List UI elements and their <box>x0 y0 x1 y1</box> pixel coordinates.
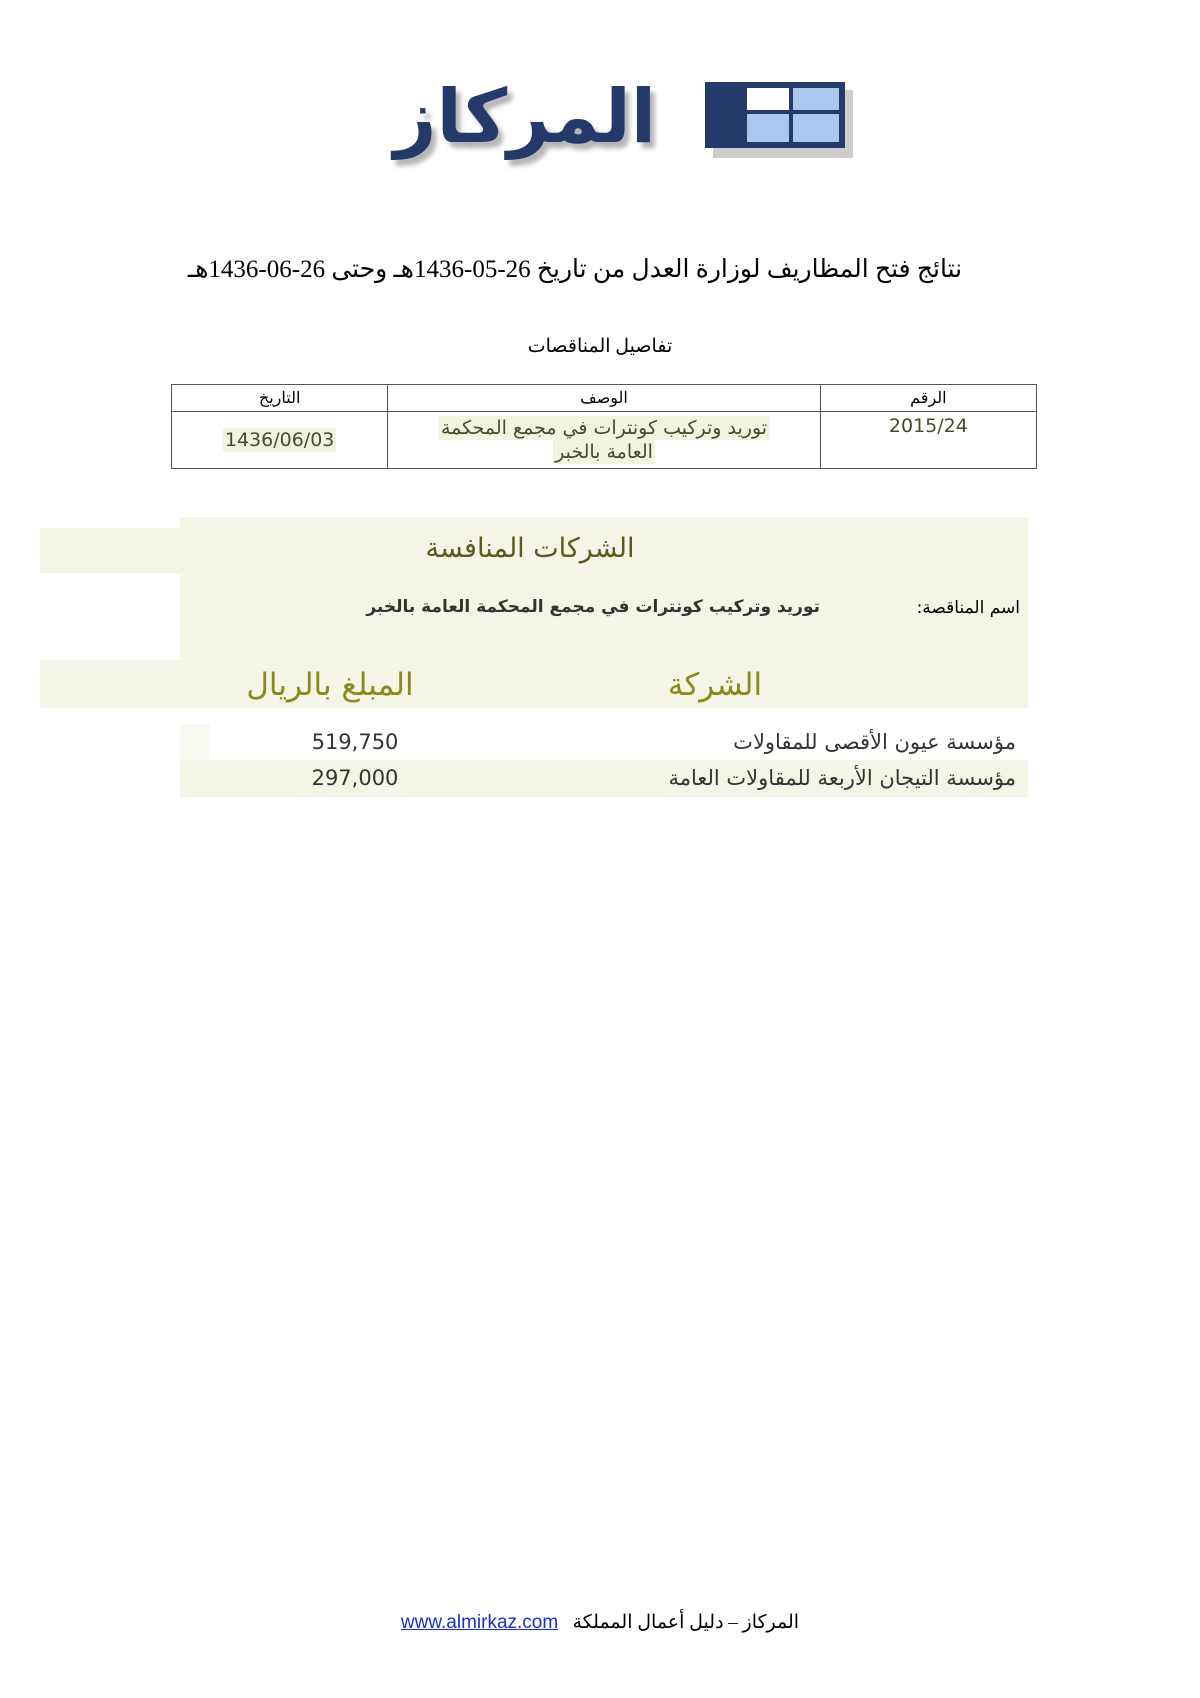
tender-name-label: اسم المناقصة: <box>916 598 1020 618</box>
logo-grid-icon <box>705 82 855 158</box>
page-footer <box>300 1608 900 1638</box>
bid-amount: 519,750 <box>311 730 399 754</box>
table-row <box>172 412 1037 469</box>
header-number: الرقم <box>820 385 1036 412</box>
table-header-row <box>172 385 1037 412</box>
bid-row <box>180 760 1028 797</box>
description-line-1: توريد وتركيب كونترات في مجمع المحكمة <box>440 417 768 439</box>
columns-header-background <box>40 660 1028 708</box>
bid-company: مؤسسة عيون الأقصى للمقاولات <box>733 730 1016 754</box>
tender-date: 1436/06/03 <box>224 429 335 451</box>
column-header-amount: المبلغ بالريال <box>246 667 414 703</box>
description-line-2: العامة بالخبر <box>555 441 653 463</box>
tender-details-table <box>171 384 1037 469</box>
cell-number <box>820 412 1036 469</box>
document-title: نتائج فتح المظاريف لوزارة العدل من تاريخ 26-05-1436هـ وحتى 26-06-1436هـ <box>187 256 963 283</box>
cell-date <box>172 412 388 469</box>
column-header-company: الشركة <box>667 667 763 703</box>
tender-name-value: توريد وتركيب كونترات في مجمع المحكمة العامة بالخبر <box>366 597 820 617</box>
header-description: الوصف <box>388 385 821 412</box>
bid-amount: 297,000 <box>311 766 399 790</box>
bid-company: مؤسسة التيجان الأربعة للمقاولات العامة <box>668 766 1016 790</box>
section-title: تفاصيل المناقصات <box>527 336 673 357</box>
site-logo <box>365 74 855 168</box>
bid-row <box>180 724 1028 760</box>
panel-background-strip <box>40 528 180 573</box>
cell-description <box>388 412 821 469</box>
competitors-title: الشركات المنافسة <box>425 533 635 564</box>
logo-wordmark: المركاز <box>393 74 657 160</box>
header-date: التاريخ <box>172 385 388 412</box>
footer-text: المركاز – دليل أعمال المملكة <box>572 1612 800 1633</box>
footer-website-link[interactable]: www.almirkaz.com <box>400 1612 559 1633</box>
tender-number: 2015/24 <box>888 415 968 437</box>
